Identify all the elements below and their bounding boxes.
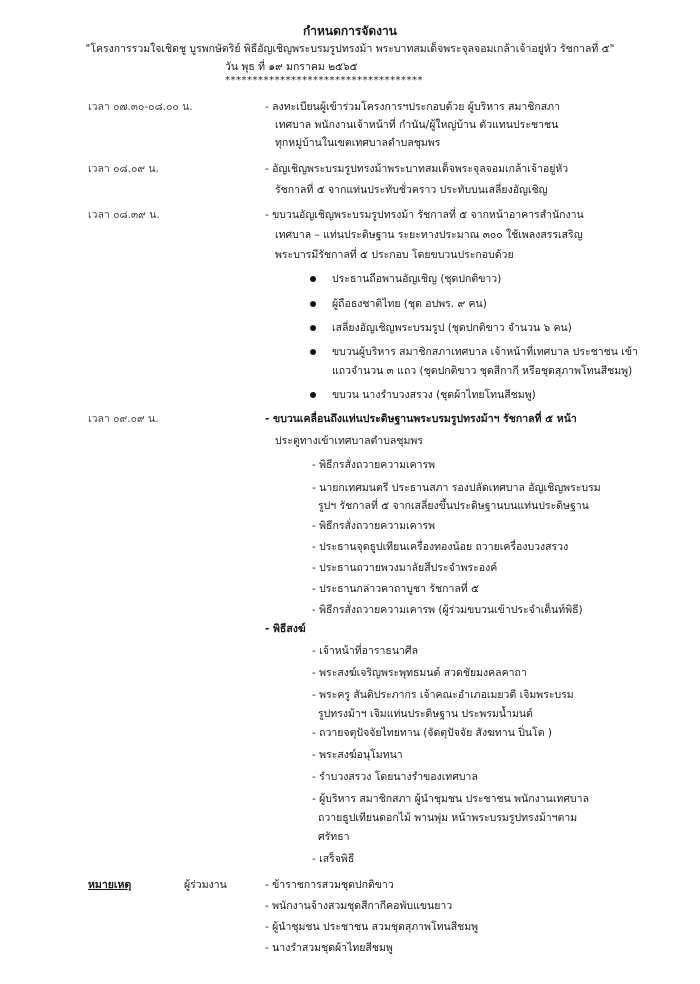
item-text: - ขบวนเคลื่อนถึงแท่นประดิษฐานพระบรมรูปทรงม้าฯ รัชกาลที่ ๕ หน้า xyxy=(265,413,577,425)
item-text: เทศบาล พนักงานเจ้าหน้าที่ กำนัน/ผู้ใหญ่บ้าน ตัวแทนประชาชน xyxy=(275,119,559,131)
procession-item: เสลี่ยงอัญเชิญพระบรมรูป (ชุดปกติขาว จำนวน ๖ คน) xyxy=(332,319,572,336)
item-text: เทศบาล – แท่นประดิษฐาน ระยะทางประมาณ ๓๐๐ ใช้เพลงสรรเสริญ xyxy=(275,229,583,241)
procession-item: ผู้ถือธงชาติไทย (ชุด อปพร. ๙ คน) xyxy=(332,295,487,312)
procession-item: ประธานถือพานอัญเชิญ (ชุดปกติขาว) xyxy=(332,270,501,287)
time-label: เวลา ๐๘.๓๙ น. xyxy=(88,209,160,221)
ceremony-step: - พระสงฆ์เจริญพระพุทธมนต์ สวดชัยมงคลคาถา xyxy=(312,667,527,679)
procession-item: ขบวนผู้บริหาร สมาชิกสภาเทศบาล เจ้าหน้าที่เทศบาล ประชาชน เข้า xyxy=(332,343,638,360)
event-date: วัน พุธ ที่ ๑๙ มกราคม ๒๕๖๕ xyxy=(225,61,358,73)
ritual-step: - นายกเทศมนตรี ประธานสภา รองปลัดเทศบาล อัญเชิญพระบรม xyxy=(312,482,601,494)
dress-code-item: - ผู้นำชุมชน ประชาชน สวมชุดสุภาพโทนสีชมพู xyxy=(265,921,479,933)
ritual-step: - พิธีกรสั่งถวายความเคารพ (ผู้ร่วมขบวนเข้าประจำเต็นท์พิธี) xyxy=(312,604,583,616)
item-text: - อัญเชิญพระบรมรูปทรงม้าพระบาทสมเด็จพระจุลจอมเกล้าเจ้าอยู่หัว xyxy=(265,163,569,175)
ceremony-step-cont: ศรัทธา xyxy=(318,831,350,843)
ritual-step: - ประธานกล่าวคาถาบูชา รัชกาลที่ ๕ xyxy=(312,583,479,595)
ceremony-heading: - พิธีสงฆ์ xyxy=(265,623,306,635)
ritual-step: - พิธีกรสั่งถวายความเคารพ xyxy=(312,459,436,471)
time-label: เวลา ๐๙.๐๙ น. xyxy=(88,413,159,425)
dress-code-item: - ข้าราชการสวมชุดปกติขาว xyxy=(265,879,394,891)
ceremony-step: - เจ้าหน้าที่อาราธนาศีล xyxy=(312,645,418,657)
time-label: เวลา ๐๗.๓๐-๐๘.๐๐ น. xyxy=(88,101,193,113)
ritual-step: - ประธานถวายพวงมาลัยสีประจำพระองค์ xyxy=(312,562,498,574)
ritual-step: - พิธีกรสั่งถวายความเคารพ xyxy=(312,520,436,532)
item-text: ทุกหมู่บ้านในเขตเทศบาลตำบลชุมพร xyxy=(275,137,441,149)
ceremony-step-cont: รูปทรงม้าฯ เจิมแท่นประดิษฐาน ประพรมน้ำมนต์ xyxy=(318,708,533,720)
item-text: - ขบวนอัญเชิญพระบรมรูปทรงม้า รัชกาลที่ ๕ จากหน้าอาคารสำนักงาน xyxy=(265,209,584,221)
ceremony-step: - พระสงฆ์อนุโมทนา xyxy=(312,749,403,761)
time-label: เวลา ๐๘.๐๙ น. xyxy=(88,163,159,175)
procession-item-cont: แถวจำนวน ๓ แถว (ชุดปกติขาว ชุดสีกากี หรือชุดสุภาพโทนสีชมพู) xyxy=(332,365,633,377)
participants-label: ผู้ร่วมงาน xyxy=(184,879,227,891)
ceremony-step: - ถวายจตุปัจจัยไทยทาน (จัดตุปัจจัย สังฆทาน ปิ่นโต ) xyxy=(312,727,552,739)
ceremony-step: - รำบวงสรวง โดยนางรำของเทศบาล xyxy=(312,771,478,783)
ceremony-step: - พระครู สันติประภากร เจ้าคณะอำเภอเมยวดี เจิมพระบรม xyxy=(312,689,574,701)
dress-code-item: - นางรำสวมชุดผ้าไทยสีชมพู xyxy=(265,942,393,954)
ritual-step: - ประธานจุดธูปเทียนเครื่องทองน้อย ถวายเครื่องบวงสรวง xyxy=(312,541,569,553)
ceremony-step: - ผู้บริหาร สมาชิกสภา ผู้นำชุมชน ประชาชน พนักงานเทศบาล xyxy=(312,793,590,805)
item-text: ประตูทางเข้าเทศบาลตำบลชุมพร xyxy=(275,435,423,447)
note-label: หมายเหตุ xyxy=(88,879,132,891)
ritual-step-cont: รูปฯ รัชกาลที่ ๕ จากเสลี่ยงขึ้นประดิษฐานบนแท่นประดิษฐาน xyxy=(318,500,589,512)
project-title: "โครงการรวมใจเชิดชู บูรพกษัตริย์ พิธีอัญเชิญพระบรมรูปทรงม้า พระบาทสมเด็จพระจุลจอมเกล้าเจ้าอยู่หัว รัชกาลที่ ๕" xyxy=(85,43,615,55)
item-text: พระบารมีรัชกาลที่ ๕ ประกอบ โดยขบวนประกอบด้วย xyxy=(275,249,514,261)
document-title: กำหนดการจัดงาน xyxy=(303,24,397,38)
separator-stars: ************************************ xyxy=(225,75,423,86)
procession-item: ขบวน นางรำบวงสรวง (ชุดผ้าไทยโทนสีชมพู) xyxy=(332,386,536,403)
dress-code-item: - พนักงานจ้างสวมชุดสีกากีคอพับแขนยาว xyxy=(265,900,453,912)
ceremony-step: - เสร็จพิธี xyxy=(312,853,355,865)
item-text: รัชกาลที่ ๕ จากแท่นประทับชั่วคราว ประทับบนเสลี่ยงอัญเชิญ xyxy=(275,184,548,196)
item-text: - ลงทะเบียนผู้เข้าร่วมโครงการฯประกอบด้วย ผู้บริหาร สมาชิกสภา xyxy=(265,101,560,113)
ceremony-step-cont: ถวายธูปเทียนดอกไม้ พานพุ่ม หน้าพระบรมรูปทรงม้าฯตาม xyxy=(318,812,578,824)
